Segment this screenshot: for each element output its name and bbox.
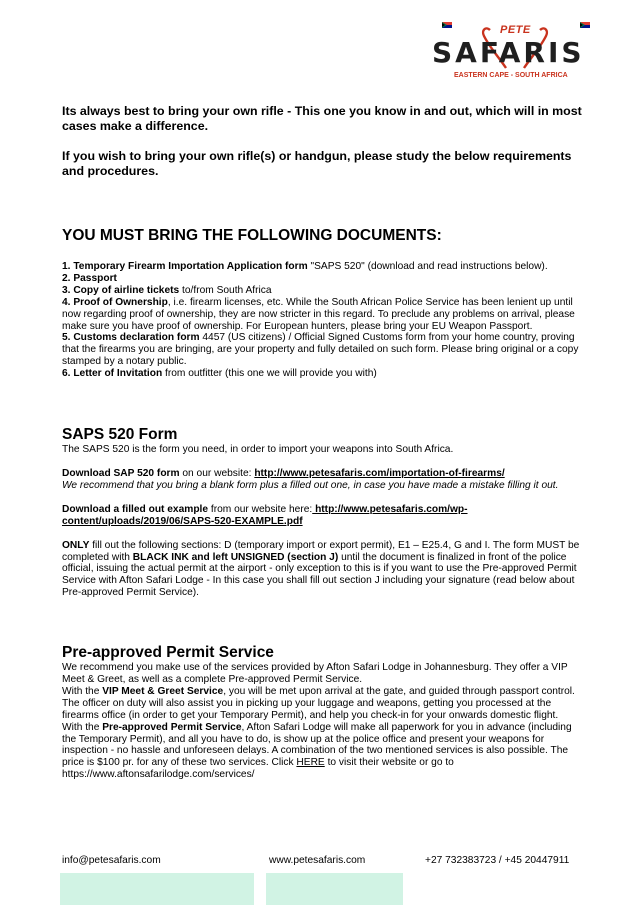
- saps-download-link[interactable]: http://www.petesafaris.com/importation-of-firearms/: [254, 467, 505, 479]
- intro-paragraph-1: Its always best to bring your own rifle - This one you know in and out, which will in most cases make a difference.: [62, 104, 582, 133]
- footer-email[interactable]: info@petesafaris.com: [62, 855, 161, 866]
- pre-approved-heading: Pre-approved Permit Service: [62, 644, 274, 662]
- pre-paragraph-2: With the VIP Meet & Greet Service, you will be met upon arrival at the gate, and guided through passport control. The officer on duty will also assist you in picking up your luggage and weapons, getting you processed at the firearms office (in order to get your Temporary Permit), and help you check-in for your onwards domestic flight.: [62, 685, 575, 721]
- list-item: 2. Passport: [62, 272, 117, 284]
- saps-heading: SAPS 520 Form: [62, 426, 178, 444]
- logo-tagline: EASTERN CAPE - SOUTH AFRICA: [454, 72, 568, 79]
- footer-green-box-right: [266, 873, 403, 905]
- pre-paragraph-1: We recommend you make use of the services provided by Afton Safari Lodge in Johannesburg. They offer a VIP Meet & Greet, as well as a complete Pre-approved Permit Service.: [62, 662, 568, 686]
- pete-safaris-logo[interactable]: [428, 22, 600, 86]
- list-item: 4. Proof of Ownership, i.e. firearm licenses, etc. While the South African Police Service has been lenient up until now regarding proof of ownership, they are now stricter in this regard. To preclude any problems on arrival, please make sure you have proof of ownership. For European hunters, please bring your EU Weapon Passport.: [62, 296, 575, 332]
- list-item: 3. Copy of airline tickets to/from South Africa: [62, 284, 272, 296]
- saps-recommendation: We recommend that you bring a blank form plus a filled out one, in case you have made a mistake filling it out.: [62, 479, 559, 491]
- list-item: 5. Customs declaration form 4457 (US citizens) / Official Signed Customs form from your home country, proving that the firearms you are bringing, are your property and fully detailed on such form. Please bring original or a copy stamped by a notary public.: [62, 332, 579, 368]
- saps-instructions: ONLY fill out the following sections: D (temporary import or export permit), E1 – E25.4, G and I. The form MUST be completed with BLACK INK and left UNSIGNED (section J) until the document is finalized in front of the police official, issuing the actual permit at the airport - only exception to this is if you want to use the Pre-approved Permit Service with Afton Safari Lodge - In this case you shall fill out section J including your signature (read below about Pre-approved Permit Service).: [62, 539, 580, 599]
- afton-here-link[interactable]: HERE: [296, 757, 325, 769]
- main-content: [62, 104, 582, 781]
- footer-green-box-left: [60, 873, 254, 905]
- logo-brand-top: PETE: [500, 24, 531, 36]
- documents-heading: YOU MUST BRING THE FOLLOWING DOCUMENTS:: [62, 227, 442, 244]
- logo-brand-main: SAFARIS: [432, 36, 585, 69]
- saps-description: The SAPS 520 is the form you need, in order to import your weapons into South Africa.: [62, 444, 454, 456]
- list-item: 1. Temporary Firearm Importation Application form "SAPS 520" (download and read instructions below).: [62, 261, 548, 272]
- list-item: 6. Letter of Invitation from outfitter (this one we will provide you with): [62, 368, 377, 380]
- saps-download-line: Download SAP 520 form on our website: http://www.petesafaris.com/importation-of-firearms/: [62, 467, 505, 479]
- saps-example-link[interactable]: http://www.petesafaris.com/wp-content/uploads/2019/06/SAPS-520-EXAMPLE.pdf: [62, 503, 468, 527]
- saps-example-line: Download a filled out example from our website here: http://www.petesafaris.com/wp-content/uploads/2019/06/SAPS-520-EXAMPLE.pdf: [62, 503, 468, 527]
- documents-list: [62, 261, 582, 380]
- footer-phone: +27 732383723 / +45 20447911: [425, 855, 570, 866]
- footer-website[interactable]: www.petesafaris.com: [269, 855, 366, 866]
- south-africa-flag-icon-right: [580, 22, 590, 28]
- intro-paragraph-2: If you wish to bring your own rifle(s) or handgun, please study the below requirements and procedures.: [62, 149, 572, 178]
- south-africa-flag-icon: [442, 22, 452, 28]
- pre-paragraph-3: With the Pre-approved Permit Service, Afton Safari Lodge will make all paperwork for you in advance (including the Temporary Permit), and all you have to do, is show up at the police office and present your weapons for inspection - no hassle and unforeseen delays. A combination of the two mentioned services is also possible. The price is $100 pr. for any of these two services. Click HERE to visit their website or go to https://www.aftonsafarilodge.com/services/: [62, 721, 572, 781]
